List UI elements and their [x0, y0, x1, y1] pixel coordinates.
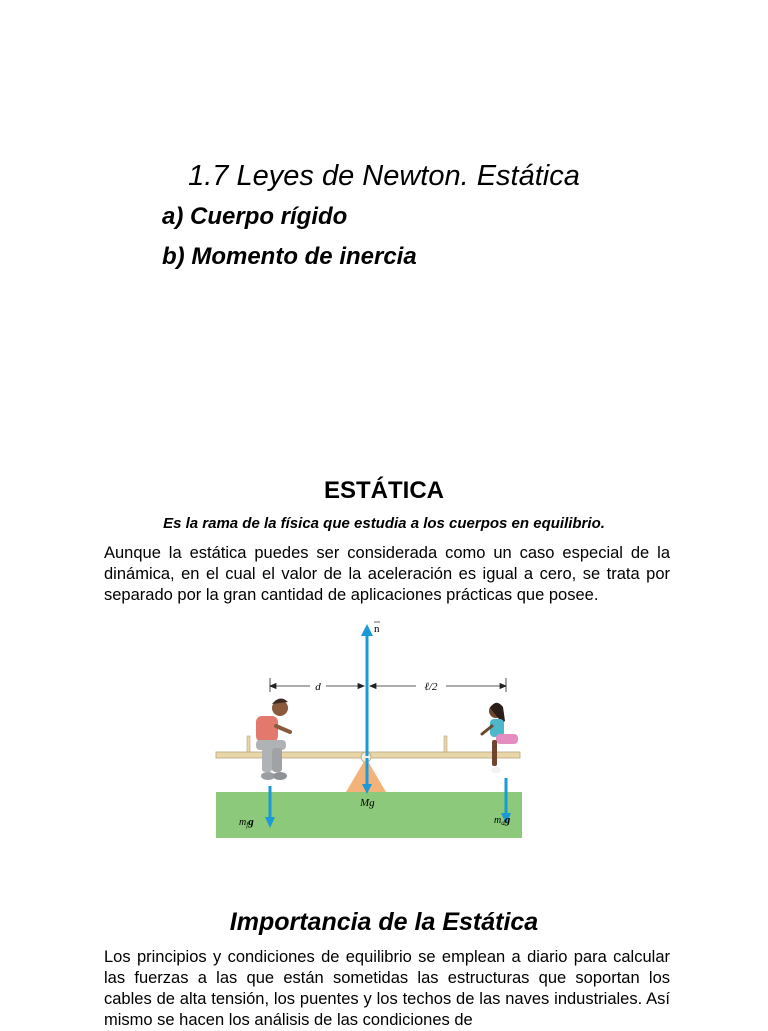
label-Mg: Mg	[360, 797, 375, 809]
label-mf-sub: f	[246, 821, 249, 829]
boy-figure	[256, 698, 290, 780]
topic-item-moment-of-inertia: b) Momento de inercia	[162, 243, 417, 270]
label-md-m: m	[494, 815, 502, 826]
dimension-lines	[270, 678, 506, 692]
seesaw-figure	[214, 618, 524, 838]
page-title-text: 1.7 Leyes de Newton. Estática	[188, 160, 580, 192]
label-n: n	[374, 623, 380, 635]
estatica-definition: Es la rama de la física que estudia a los cuerpos en equilibrio.	[163, 515, 605, 532]
label-mf-m: m	[239, 817, 247, 828]
estatica-heading: ESTÁTICA	[324, 477, 444, 504]
topic-item-rigid-body: a) Cuerpo rígido	[162, 203, 348, 230]
label-l-half: ℓ/2	[424, 681, 438, 693]
label-d: d	[315, 681, 321, 693]
estatica-paragraph: Aunque la estática puedes ser considerada como un caso especial de la dinámica, en el cual el valor de la aceleración es igual a cero, se trata por separado por la gran cantidad de aplicaciones prácticas que posee.	[104, 544, 670, 604]
handle-right	[444, 736, 447, 752]
girl-figure	[482, 703, 518, 773]
handle-left	[247, 736, 250, 752]
label-md-g: g	[504, 814, 511, 826]
label-mf-g: g	[248, 816, 254, 828]
page-title	[0, 158, 768, 194]
label-md-sub: d	[501, 819, 505, 827]
importancia-paragraph: Los principios y condiciones de equilibrio se emplean a diario para calcular las fuerzas a las que están sometidas las estructuras que soportan los cables de alta tensión, los puentes y los techos de las naves industriales. Así mismo se hacen los análisis de las condiciones de	[104, 948, 670, 1029]
importancia-heading: Importancia de la Estática	[229, 908, 539, 936]
normal-force-arrowhead	[361, 624, 373, 636]
